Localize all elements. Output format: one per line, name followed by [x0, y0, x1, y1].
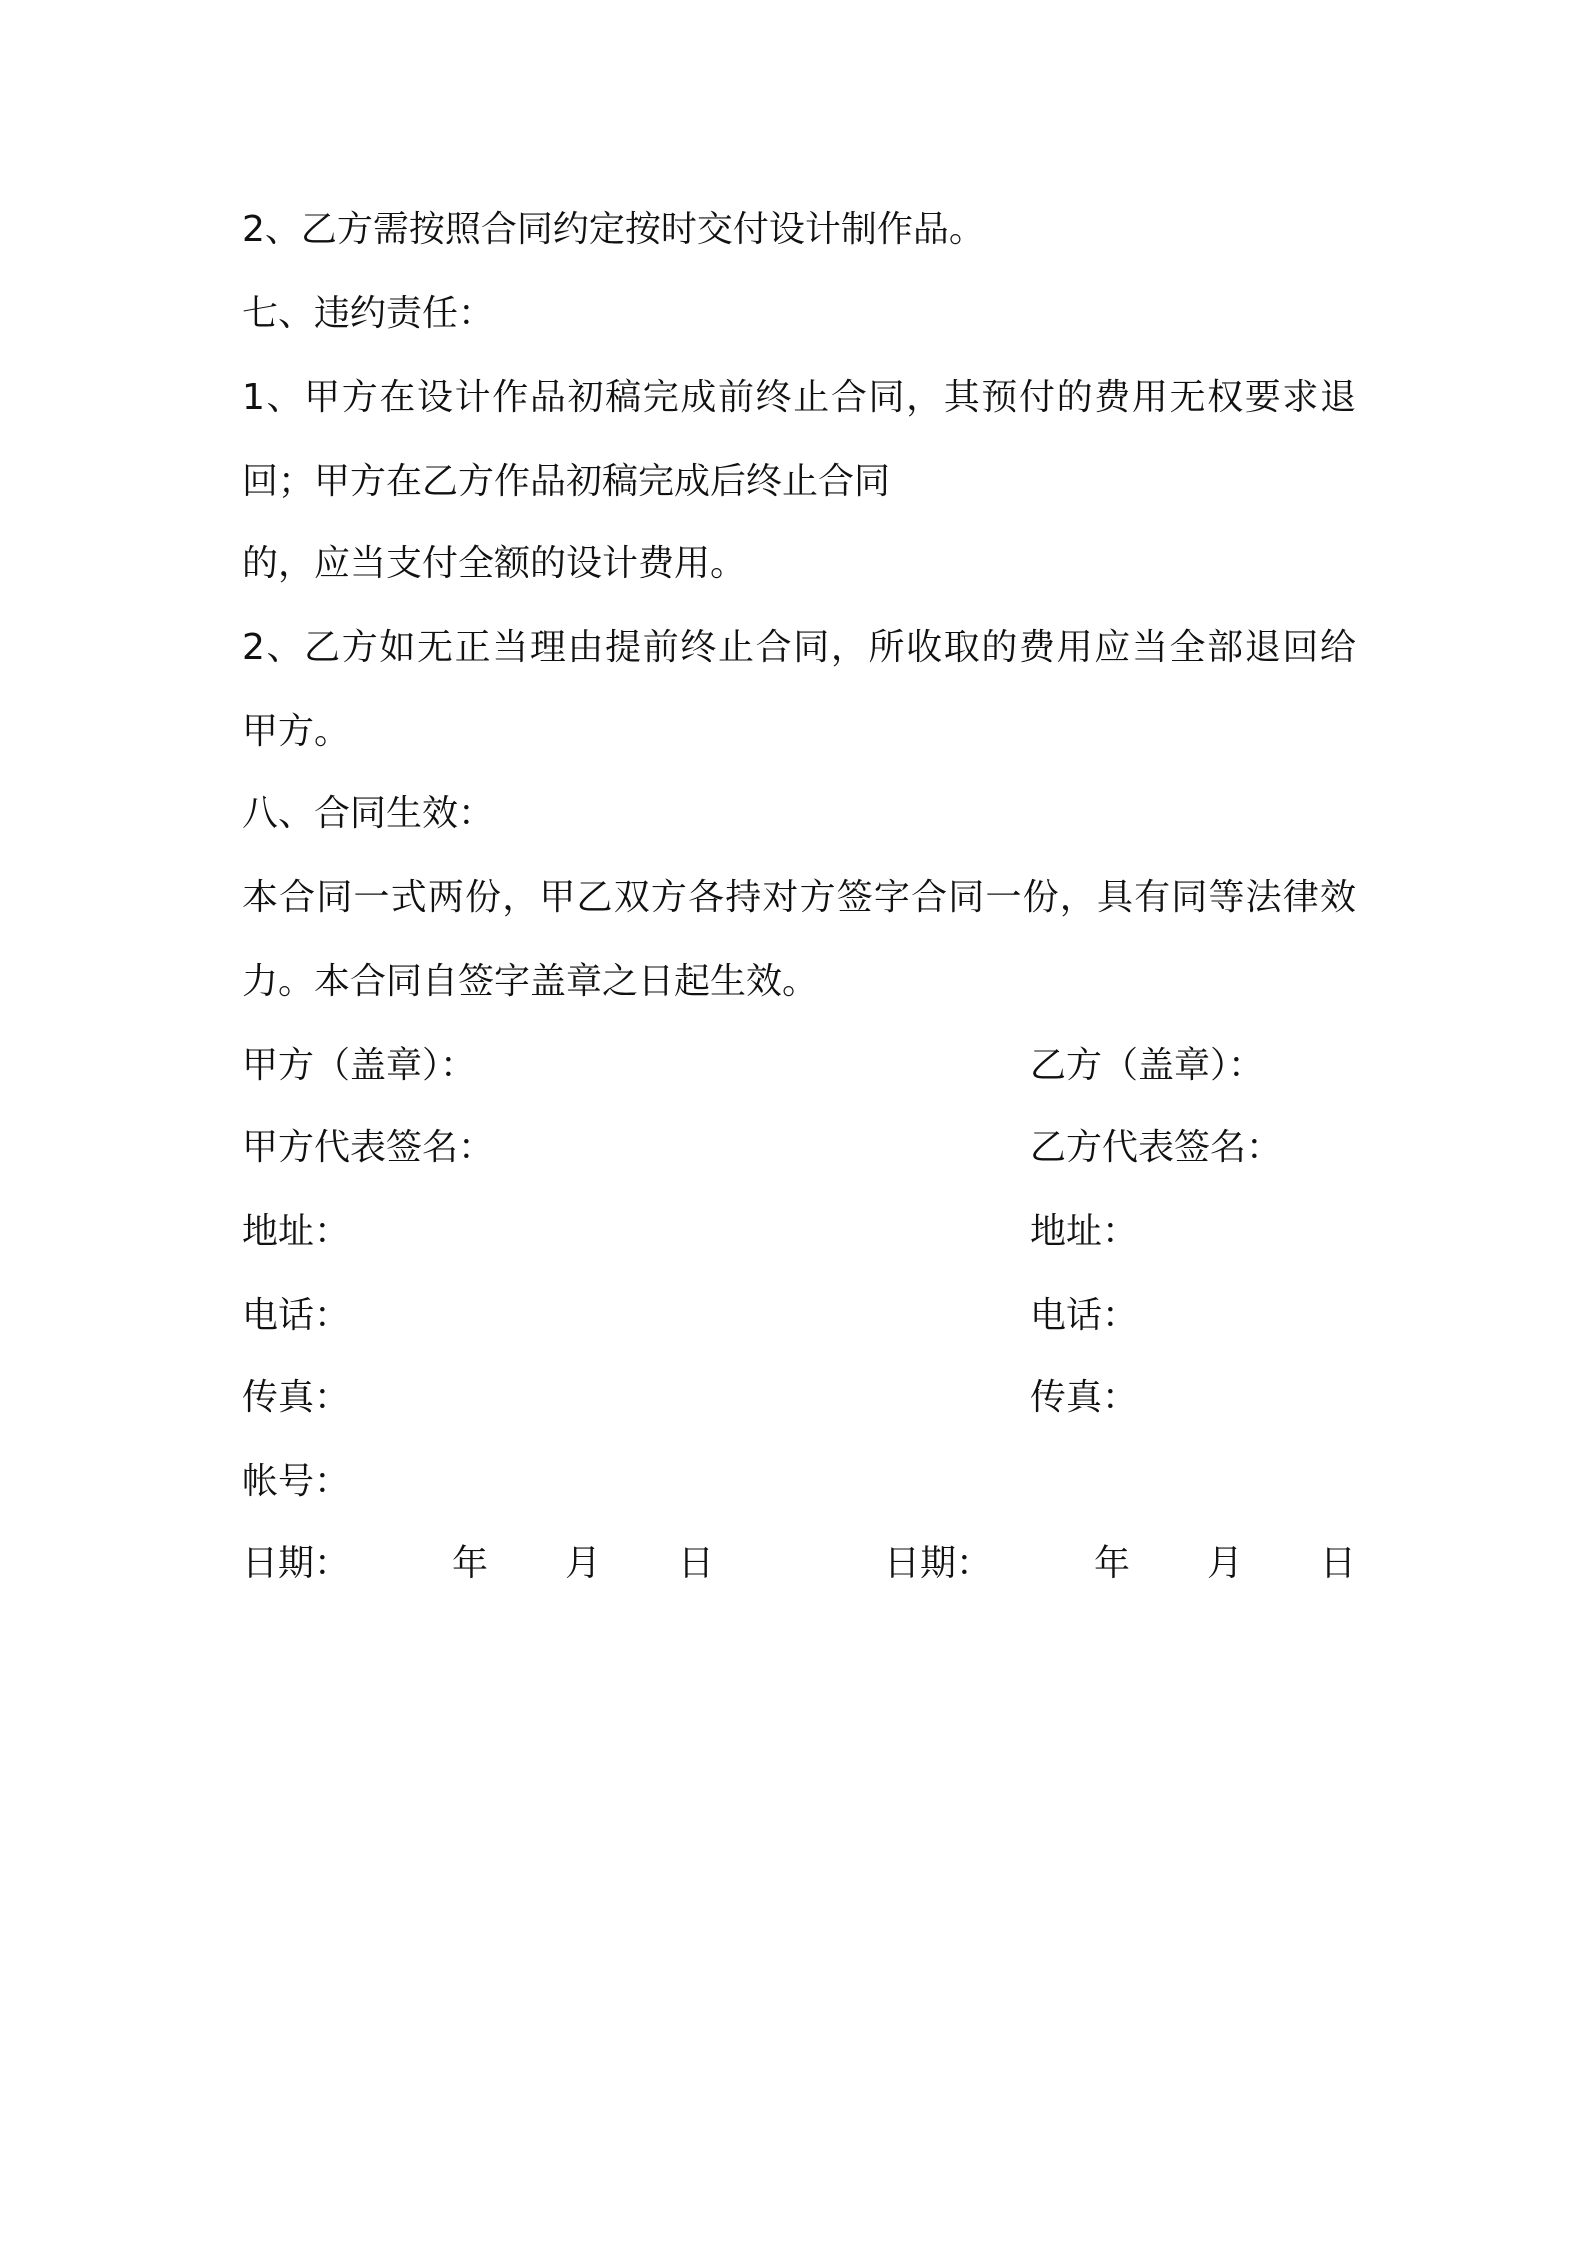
clause-breach-2-line-2: 甲方。 — [242, 711, 351, 752]
clause-delivery: 2、乙方需按照合同约定按时交付设计制作品。 — [242, 209, 985, 250]
party-b-date-month: 月 — [1207, 1543, 1244, 1584]
party-a-seal-label: 甲方（盖章）： — [242, 1045, 477, 1086]
clause-breach-1-line-1: 1、甲方在设计作品初稿完成前终止合同，其预付的费用无权要求退 — [242, 377, 1356, 418]
clause-effect-line-2: 力。本合同自签字盖章之日起生效。 — [242, 961, 819, 1002]
heading-contract-effect: 八、合同生效： — [242, 793, 495, 834]
party-a-date-year: 年 — [452, 1543, 489, 1584]
party-a-date-month: 月 — [565, 1543, 602, 1584]
party-a-representative-label: 甲方代表签名： — [242, 1127, 495, 1168]
party-a-phone-label: 电话： — [242, 1295, 351, 1336]
clause-effect-line-1: 本合同一式两份，甲乙双方各持对方签字合同一份，具有同等法律效 — [242, 877, 1356, 918]
party-b-seal-label: 乙方（盖章）： — [1030, 1045, 1265, 1086]
party-a-account-label: 帐号： — [242, 1461, 351, 1502]
party-b-phone-label: 电话： — [1030, 1295, 1139, 1336]
party-b-representative-label: 乙方代表签名： — [1030, 1127, 1283, 1168]
party-b-date-year: 年 — [1094, 1543, 1131, 1584]
clause-breach-1-line-3: 的，应当支付全额的设计费用。 — [242, 543, 747, 584]
clause-breach-2-line-1: 2、乙方如无正当理由提前终止合同，所收取的费用应当全部退回给 — [242, 627, 1356, 668]
party-a-date-day: 日 — [678, 1543, 715, 1584]
party-b-fax-label: 传真： — [1030, 1377, 1139, 1418]
party-b-date-day: 日 — [1320, 1543, 1357, 1584]
party-a-address-label: 地址： — [242, 1211, 351, 1252]
party-a-date-label: 日期： — [242, 1543, 351, 1584]
party-b-date-label: 日期： — [884, 1543, 993, 1584]
clause-breach-1-line-2: 回；甲方在乙方作品初稿完成后终止合同 — [242, 461, 891, 502]
party-b-address-label: 地址： — [1030, 1211, 1139, 1252]
party-a-fax-label: 传真： — [242, 1377, 351, 1418]
heading-breach-liability: 七、违约责任： — [242, 293, 495, 334]
